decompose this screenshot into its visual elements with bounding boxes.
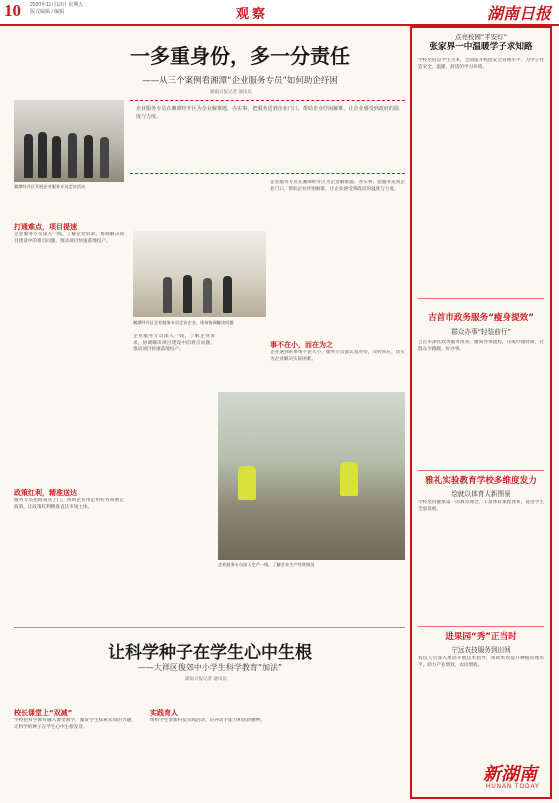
news-photo-site-visit [133, 231, 266, 317]
date-line [30, 2, 83, 16]
article2-byline: 湖南日报记者 通讯员 [185, 677, 227, 682]
article2-headline: 让科学种子在学生心中生根 [108, 643, 312, 663]
article2-text-2: 组织学生参加科技实践活动，培养动手能力和创新精神。 [150, 718, 265, 723]
sidebar-sub-4: 宁远农技服务到田间 [451, 646, 511, 654]
photo2-caption: 湘潭经开区企业服务专员走访企业，现场协调解决问题 [133, 320, 234, 325]
news-photo-factory [218, 392, 405, 560]
sidebar-separator [418, 626, 544, 627]
section-text-3: 企业遇到的事情不论大小，服务专员都认真对待，及时回应，切实为企业解决实际困难。 [270, 350, 405, 362]
page-number: 10 [4, 1, 21, 20]
article2-heading-2: 实践育人 [150, 709, 178, 717]
photo1-caption: 湘潭经开区开展企业服务专员走访活动 [14, 184, 86, 189]
editor-line: 版式编辑 / 编辑 [30, 9, 65, 15]
news-photo-meeting [14, 100, 124, 182]
main-headline: 一多重身份，多一分责任 [130, 44, 350, 68]
lead-box [130, 100, 405, 174]
main-byline: 湖南日报记者 通讯员 [210, 90, 252, 95]
sidebar-title-4: 进果园“秀”正当时 [445, 632, 517, 642]
page-header [0, 0, 559, 26]
section-heading-1: 打通难点，项目提速 [14, 223, 77, 231]
article2-subheadline: ——大祥区俊郊中小学生科学教育“加法” [137, 663, 283, 672]
sidebar-title-1: 张家界一中温暖学子求知路 [429, 42, 533, 52]
brand-stamp-sub: HUNAN TODAY [486, 784, 541, 790]
sidebar-kicker-1: 点亮校园“平安灯” [454, 33, 508, 41]
article-divider [14, 627, 405, 628]
sidebar-text-4: 农技人员深入果园开展技术指导，帮助果农提升种植管理水平，助力产业增效、农民增收。 [418, 656, 544, 668]
section-text-2: 服务专员把政策送上门，帮助企业用足用好各项惠企政策，让政策红利精准直达市场主体。 [14, 498, 124, 510]
sidebar-sub-3: 绘就以体育人新图景 [451, 490, 511, 498]
sidebar-text-1: 学校坚持以学生为本，全面提升校园安全管理水平，为学子营造安全、温暖、舒适的学习环境。 [418, 58, 544, 70]
sidebar-separator [418, 298, 544, 299]
sidebar-title-2: 吉首市政务服务“瘦身提效” [428, 313, 534, 323]
brand-stamp: 新湖南 [483, 764, 537, 785]
section-heading-2: 政策红利，精准送达 [14, 489, 77, 497]
section-title: 观察 [236, 7, 269, 22]
section-heading-3: 事不在小，而在为之 [270, 341, 333, 349]
column2-text: 企业服务专员深入一线，了解企业诉求，协调解决项目建设中的难点问题，推动项目快速落地投产。 [133, 334, 215, 353]
sidebar-text-3: 学校坚持健康第一的教育理念，丰富体育课程体系，促进学生全面发展。 [418, 500, 544, 512]
sidebar-separator [418, 470, 544, 471]
article2-heading-1: 校长课堂上“双减” [14, 709, 73, 717]
section-text-1: 企业服务专员深入一线，了解企业诉求，协调解决项目建设中的难点问题，推动项目快速落地投产。 [14, 232, 124, 244]
photo3-caption: 企业服务专员深入生产一线，了解企业生产经营情况 [218, 562, 315, 567]
newspaper-logo: 湖南日报 [486, 4, 551, 23]
sidebar-sub-2: 群众办事“轻装前行” [451, 328, 511, 336]
article2-text-1: 学校把科学教育融入课堂教学，激发学生探索未知的兴趣，让科学的种子在学生心中生根发芽。 [14, 718, 136, 730]
news-sidebar [410, 26, 552, 799]
column3-text: 企业服务专员在湘潭经开区为企业解难题、办实事，把服务送到企业门口，帮助企业纾困解难，让企业感受到政府的温度与力度。 [270, 180, 405, 192]
sidebar-text-2: 吉首市深化政务服务改革，精简办事流程，压缩办理时限，让群众少跑腿、好办事。 [418, 340, 544, 352]
sidebar-title-3: 雅礼实验教育学校多维度发力 [425, 476, 537, 486]
publication-date: 2020年11月13日 星期五 [30, 2, 84, 8]
lead-text: 企业服务专员在湘潭经开区为企业解难题、办实事，把服务送到企业门口，帮助企业纾困解难，让企业感受到政府的温度与力度。 [136, 106, 399, 120]
main-subheadline: ——从三个案例看湘潭“企业服务专员”如何助企纾困 [142, 76, 338, 86]
